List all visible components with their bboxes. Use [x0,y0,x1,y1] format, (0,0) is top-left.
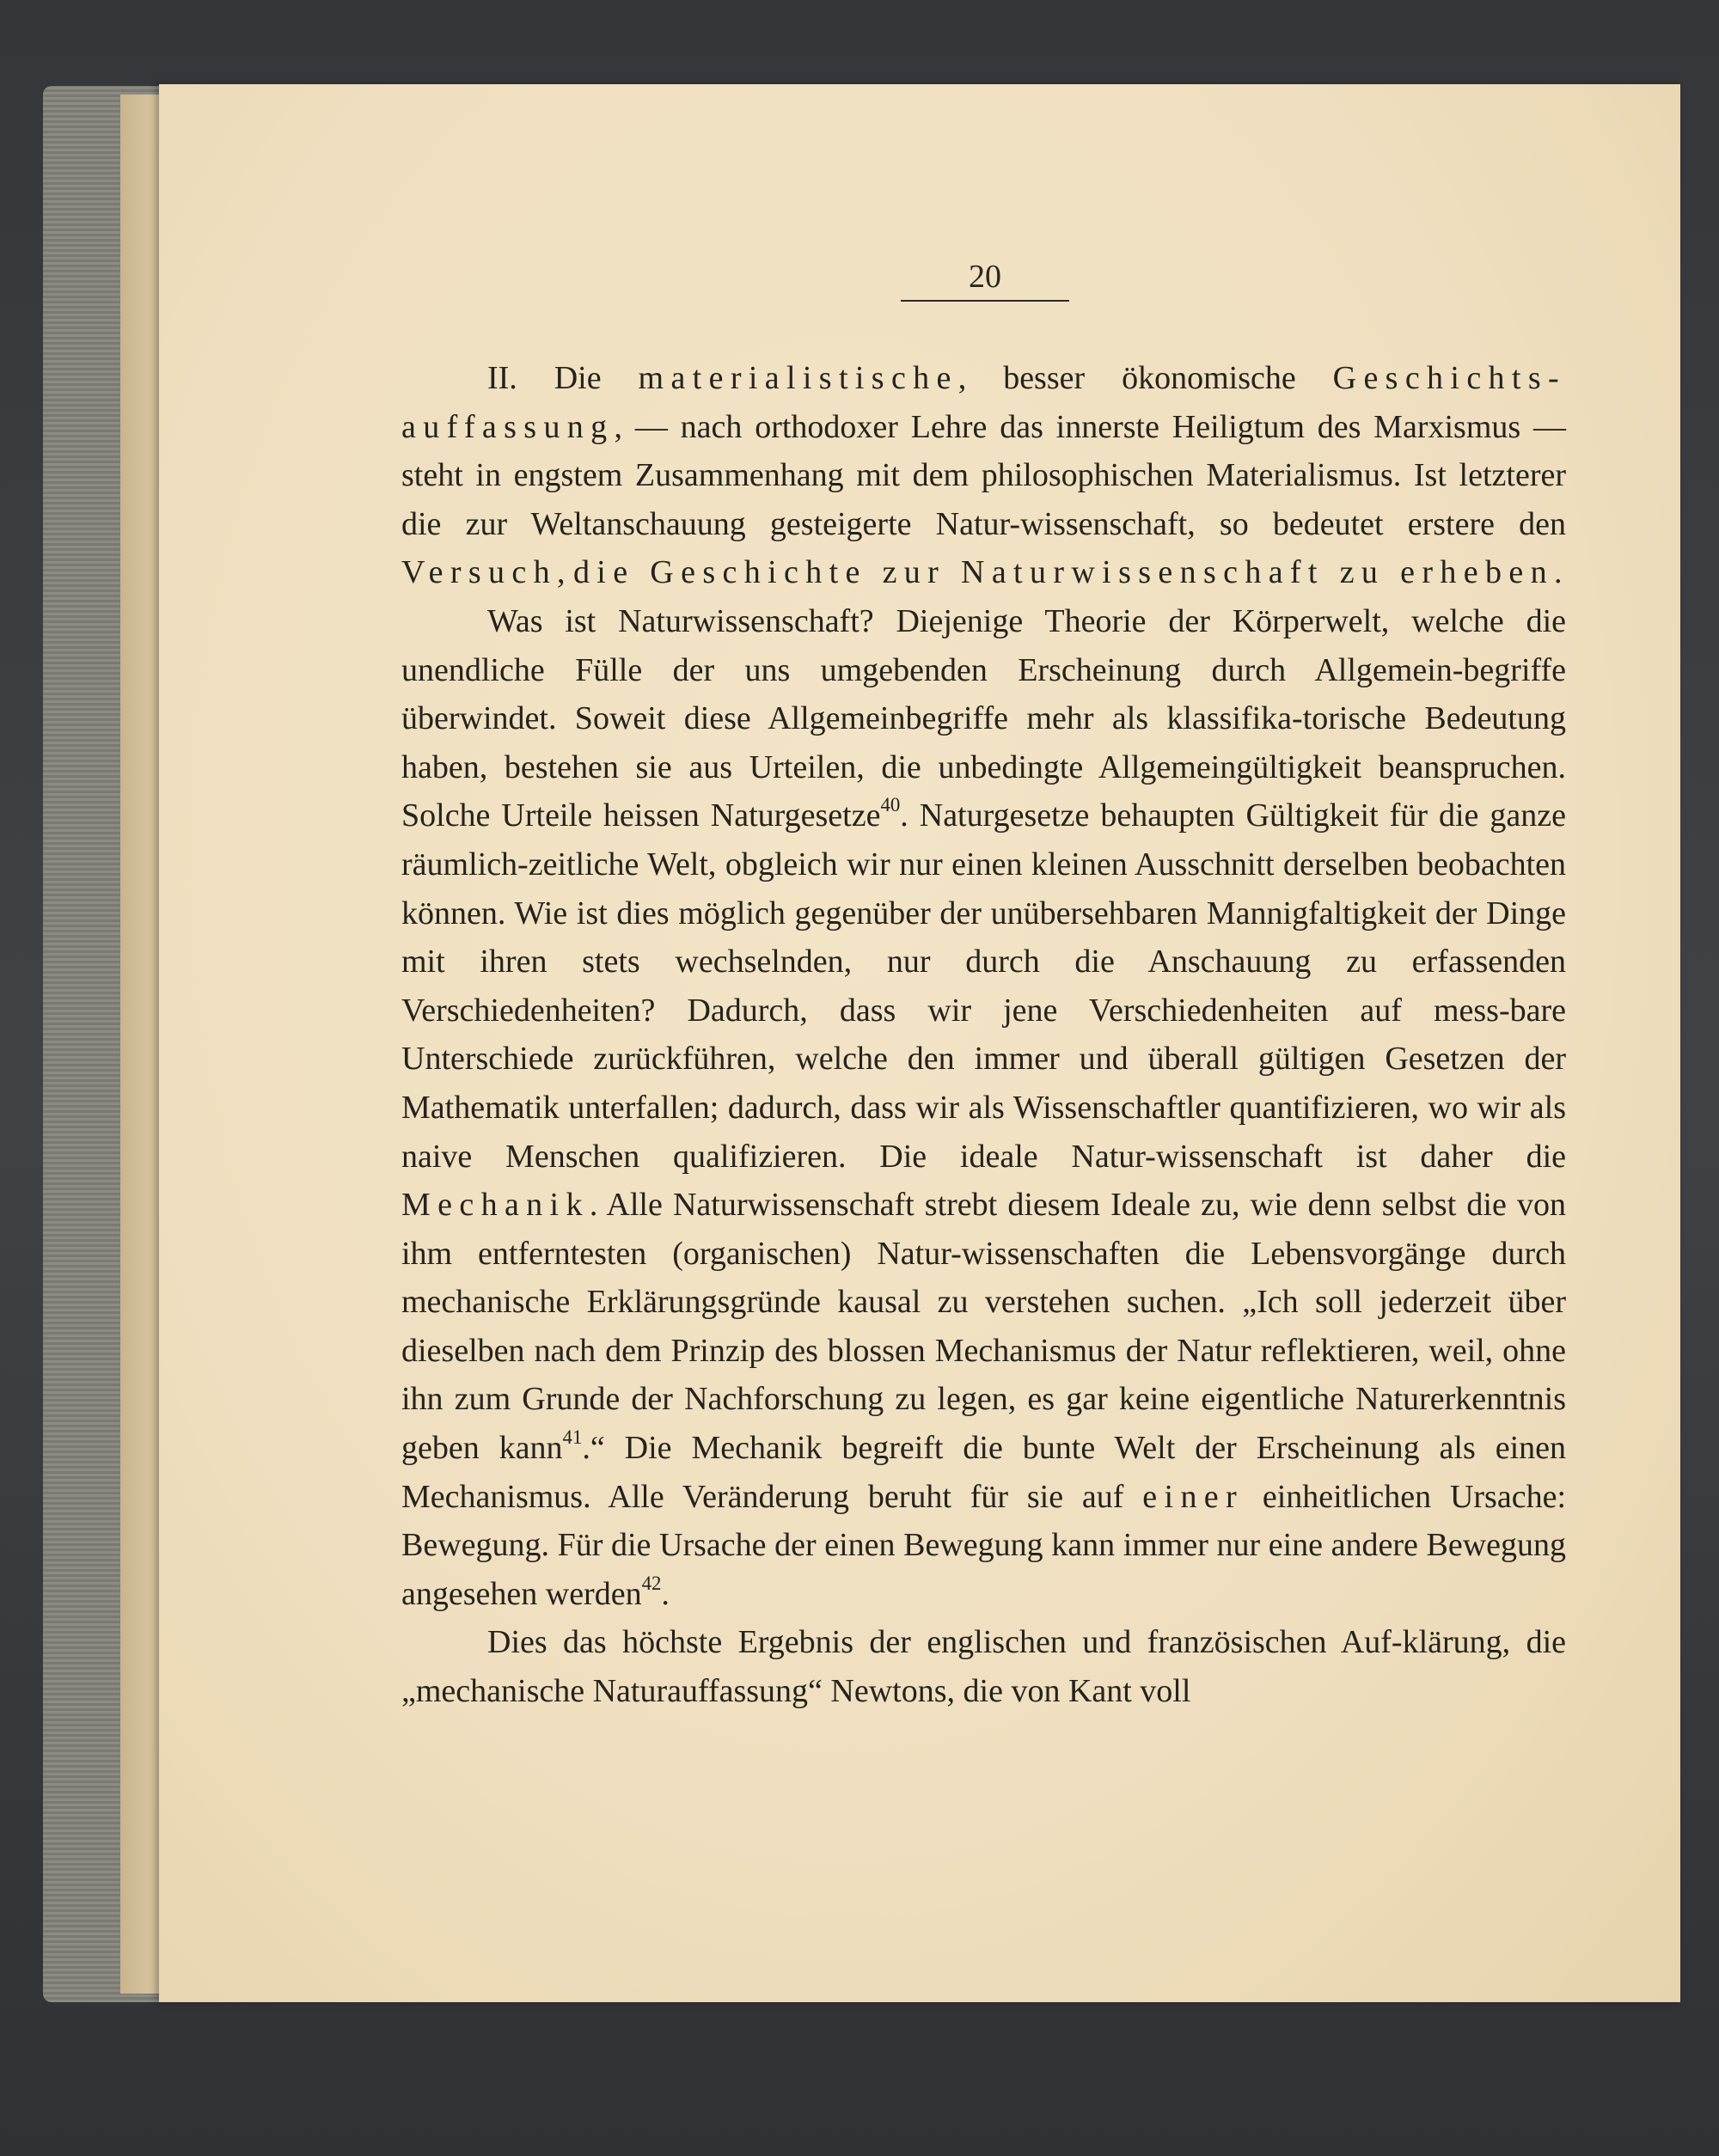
paragraph-3: Dies das höchste Ergebnis der englischen und französischen Auf-klärung, die „mechanische Naturauffassung“ Newtons, die von Kant voll [401,1624,1566,1710]
spaced-emphasis: Versuch [401,554,557,591]
spaced-emphasis: materialistische [638,360,958,396]
spaced-emphasis: Mechanik [401,1187,590,1224]
footnote-ref-40: 40 [880,794,901,816]
page-number: 20 [969,259,1001,295]
body-text [401,354,1566,1716]
spaced-emphasis: einer [1142,1478,1245,1515]
page-number-rule [901,300,1069,302]
spaced-emphasis: die Geschichte zur Naturwissenschaft zu erheben [572,554,1554,591]
footnote-ref-42: 42 [641,1572,662,1594]
spaced-emphasis: Geschichts-auffassung [401,360,1566,445]
paragraph-1: II. Die materialistische, besser ökonomische Geschichts-auffassung, — nach orthodoxer Lehre das innerste Heiligtum des Marxismus — steht in engstem Zusammenhang mit dem philosophischen Materialismus. Ist letzterer die zur Weltanschauung gesteigerte Natur-wissenschaft, so bedeutet erstere den Versuch, die Geschichte zur Naturwissenschaft zu erheben. [401,360,1566,591]
paragraph-2: Was ist Naturwissenschaft? Diejenige Theorie der Körperwelt, welche die unendliche Fülle der uns umgebenden Erscheinung durch Allgemein-begriffe überwindet. Soweit diese Allgemeinbegriffe mehr als klassifika-torische Bedeutung haben, bestehen sie aus Urteilen, die unbedingte Allgemeingültigkeit beanspruchen. Solche Urteile heissen Naturgesetze$^{40}$. Naturgesetze behaupten Gültigkeit für die ganze räumlich-zeitliche Welt, obgleich wir nur einen kleinen Ausschnitt derselben beobachten können. Wie ist dies möglich gegenüber der unübersehbaren Mannigfaltigkeit der Dinge mit ihren stets wechselnden, nur durch die Anschauung zu erfassenden Verschiedenheiten? Dadurch, dass wir jene Verschiedenheiten auf mess-bare Unterschiede zurückführen, welche den immer und überall gültigen Gesetzen der Mathematik unterfallen; dadurch, dass wir als Wissenschaftler quantifizieren, wo wir als naive Menschen qualifizieren. Die ideale Natur-wissenschaft ist daher die Mechanik. Alle Naturwissenschaft strebt diesem Ideale zu, wie denn selbst die von ihm entferntesten (organischen) Natur-wissenschaften die Lebensvorgänge durch mechanische Erklärungsgründe kausal zu verstehen suchen. „Ich soll jederzeit über dieselben nach dem Prinzip des blossen Mechanismus der Natur reflektieren, weil, ohne ihn zum Grunde der Nachforschung zu legen, es gar keine eigentliche Naturerkenntnis geben kann$^{41}$.“ Die Mechanik begreift die bunte Welt der Erscheinung als einen Mechanismus. Alle Veränderung beruht für sie auf einer einheitlichen Ursache: Bewegung. Für die Ursache der einen Bewegung kann immer nur eine andere Bewegung angesehen werden$^{42}$. [401,602,1567,1612]
footnote-ref-41: 41 [562,1426,583,1448]
